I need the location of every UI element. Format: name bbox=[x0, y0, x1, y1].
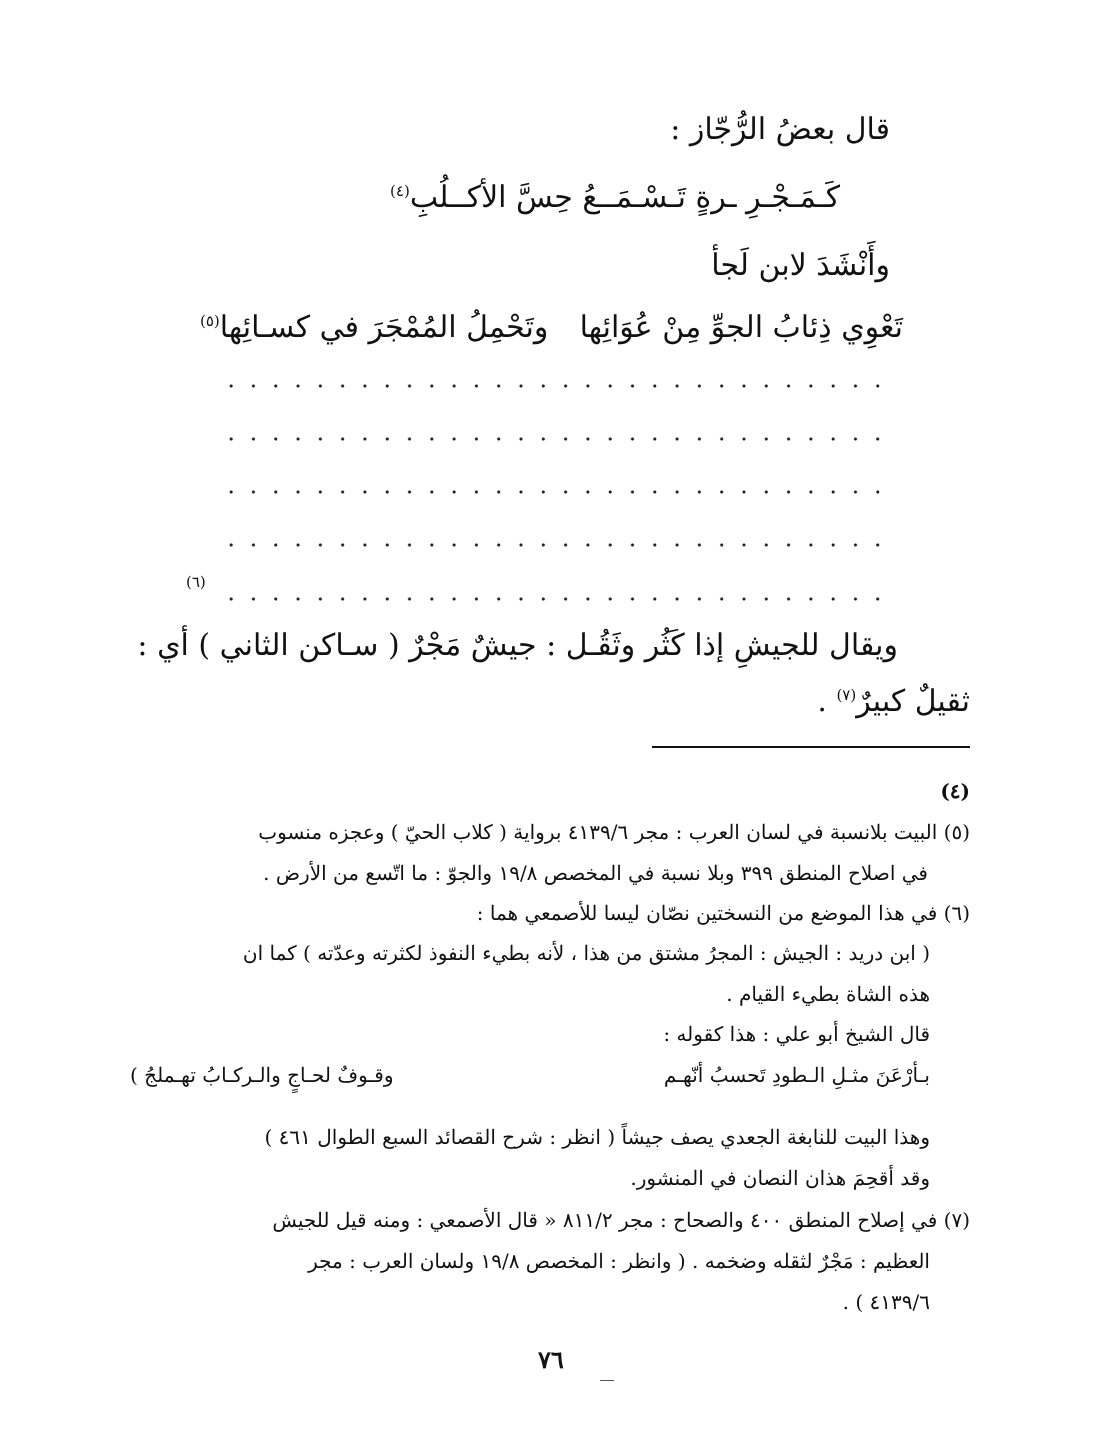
verse-intro-1: قال بعضُ الرُّجّاز : bbox=[670, 112, 890, 147]
dotted-line bbox=[220, 490, 890, 494]
body-line-2: ثقيلٌ كبيرٌ$^{(٧)}$ . bbox=[817, 684, 970, 719]
page-number-mark bbox=[600, 1380, 614, 1381]
verse-2-first-hemistich: تَعْوِي ذِئابُ الجوِّ مِنْ عُوَائِها bbox=[579, 310, 903, 345]
footnote-5-line-2: في اصلاح المنطق ٣٩٩ وبلا نسبة في المخصص ١٩/٨ والجوّ : ما اتّسع من الأرض . bbox=[263, 861, 928, 885]
footnote-7-line-3: ٤١٣٩/٦ ) . bbox=[842, 1290, 930, 1314]
page-number: ٧٦ bbox=[538, 1345, 564, 1374]
footnote-6-line-7: وقد أقحِمَ هذان النصان في المنشور. bbox=[630, 1166, 930, 1190]
footnote-6-verse-second-hemistich: وقـوفٌ لحـاجٍ والـركـابُ تهـملجُ ) bbox=[130, 1063, 394, 1087]
footnote-6-line-6: وهذا البيت للنابغة الجعدي يصف جيشاً ( انظر : شرح القصائد السبع الطوال ٤٦١ ) bbox=[264, 1125, 930, 1149]
verse-1-footnote-ref: (٤) bbox=[390, 182, 410, 200]
footnote-6-line-2: ( ابن دريد : الجيش : المجرُ مشتق من هذا ، لأنه بطيء النفوذ لكثرته وعدّته ) كما ان bbox=[242, 941, 930, 965]
verse-1-text: كَـمَـجْـرِ ـرةٍ تَـسْـمَــعُ حِسَّ الأكــلُبِ bbox=[409, 180, 840, 215]
footnote-6-line-1: (٦) في هذا الموضع من النسختين نصّان ليسا للأصمعي هما : bbox=[476, 901, 970, 925]
footnote-6-line-4: قال الشيخ أبو علي : هذا كقوله : bbox=[663, 1022, 930, 1046]
dotted-line bbox=[220, 384, 890, 388]
lacuna-footnote-ref: (٦) bbox=[186, 573, 206, 591]
dotted-line bbox=[220, 437, 890, 441]
footnote-4: (٤) bbox=[940, 779, 970, 803]
verse-1 bbox=[390, 180, 840, 215]
verse-2 bbox=[200, 310, 903, 350]
dotted-line bbox=[220, 543, 890, 547]
footnote-6-verse bbox=[130, 1063, 930, 1093]
verse-intro-2: وأَنْشَدَ لابن لَجأ bbox=[711, 248, 890, 283]
footnote-separator bbox=[652, 746, 970, 748]
footnote-6-line-3: هذه الشاة بطيء القيام . bbox=[726, 982, 930, 1006]
footnote-7-line-1: (٧) في إصلاح المنطق ٤٠٠ والصحاح : مجر ٨١١/٢ « قال الأصمعي : ومنه قيل للجيش bbox=[272, 1208, 970, 1232]
dotted-line bbox=[220, 597, 890, 601]
body-line-1: ويقال للجيشِ إذا كَثُر وثَقُـل : جيشٌ مَجْرٌ ( سـاكن الثاني ) أي : bbox=[137, 628, 898, 663]
body-line-2-footnote-ref: (٧) bbox=[836, 686, 857, 704]
footnote-7-line-2: العظيم : مَجْرٌ لثقله وضخمه . ( وانظر : المخصص ١٩/٨ ولسان العرب : مجر bbox=[308, 1249, 930, 1273]
verse-2-second-hemistich: وتَحْمِلُ المُمْجَرَ في كسـائِها$^{(٥)}$ bbox=[200, 310, 549, 345]
verse-2-footnote-ref: (٥) bbox=[200, 312, 220, 330]
footnote-6-verse-first-hemistich: بـأرْعَنَ مثـلِ الـطودِ تَحسبُ أنّهـم bbox=[663, 1063, 930, 1087]
footnote-5-line-1: (٥) البيت بلانسبة في لسان العرب : مجر ٤١٣٩/٦ برواية ( كلاب الحيّ ) وعجزه منسوب bbox=[258, 820, 970, 844]
body-line-2-text: ثقيلٌ كبيرٌ bbox=[856, 684, 970, 719]
